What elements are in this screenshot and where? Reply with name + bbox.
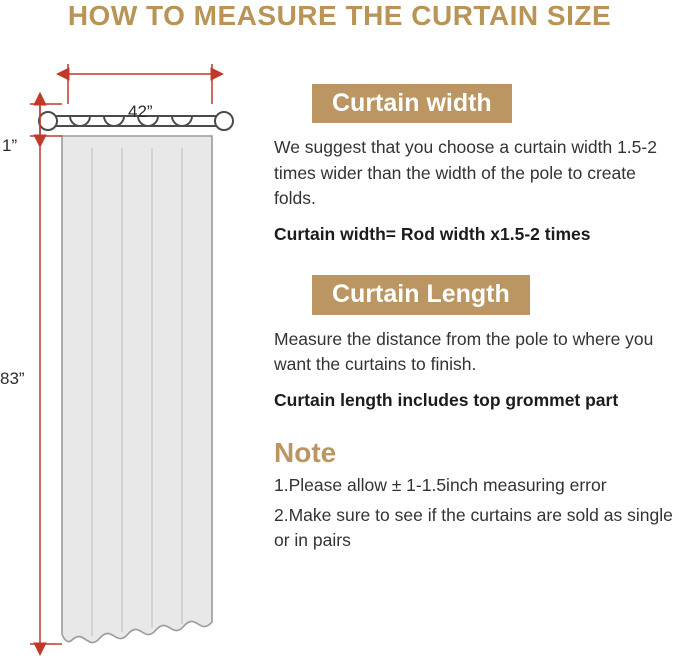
section-note xyxy=(268,437,679,553)
curtain-illustration xyxy=(0,44,280,661)
curtain-length-heading: Curtain Length xyxy=(312,275,530,314)
info-panel xyxy=(268,84,679,554)
curtain-width-heading: Curtain width xyxy=(312,84,512,123)
rod-finial-right xyxy=(215,112,233,130)
note-line-2: 2.Make sure to see if the curtains are sold as single or in pairs xyxy=(274,504,673,551)
curtain-width-formula: Curtain width= Rod width x1.5-2 times xyxy=(274,224,591,245)
section-curtain-width xyxy=(268,84,679,245)
grommet-label: 1” xyxy=(2,136,18,155)
curtain-panel xyxy=(62,136,212,643)
curtain-diagram xyxy=(0,44,280,661)
height-label: 83” xyxy=(0,369,25,388)
page-title: HOW TO MEASURE THE CURTAIN SIZE xyxy=(67,0,612,31)
curtain-length-note: Curtain length includes top grommet part xyxy=(274,390,619,411)
width-label: 42” xyxy=(128,102,153,121)
curtain-length-body: Measure the distance from the pole to where you want the curtains to finish. xyxy=(274,328,654,374)
note-line-1: 1.Please allow ± 1-1.5inch measuring error xyxy=(274,475,607,496)
curtain-width-body: We suggest that you choose a curtain width 1.5-2 times wider than the width of the pole to create folds. xyxy=(274,137,657,208)
section-curtain-length xyxy=(268,275,679,411)
note-heading: Note xyxy=(274,437,337,469)
rod-finial-left xyxy=(39,112,57,130)
